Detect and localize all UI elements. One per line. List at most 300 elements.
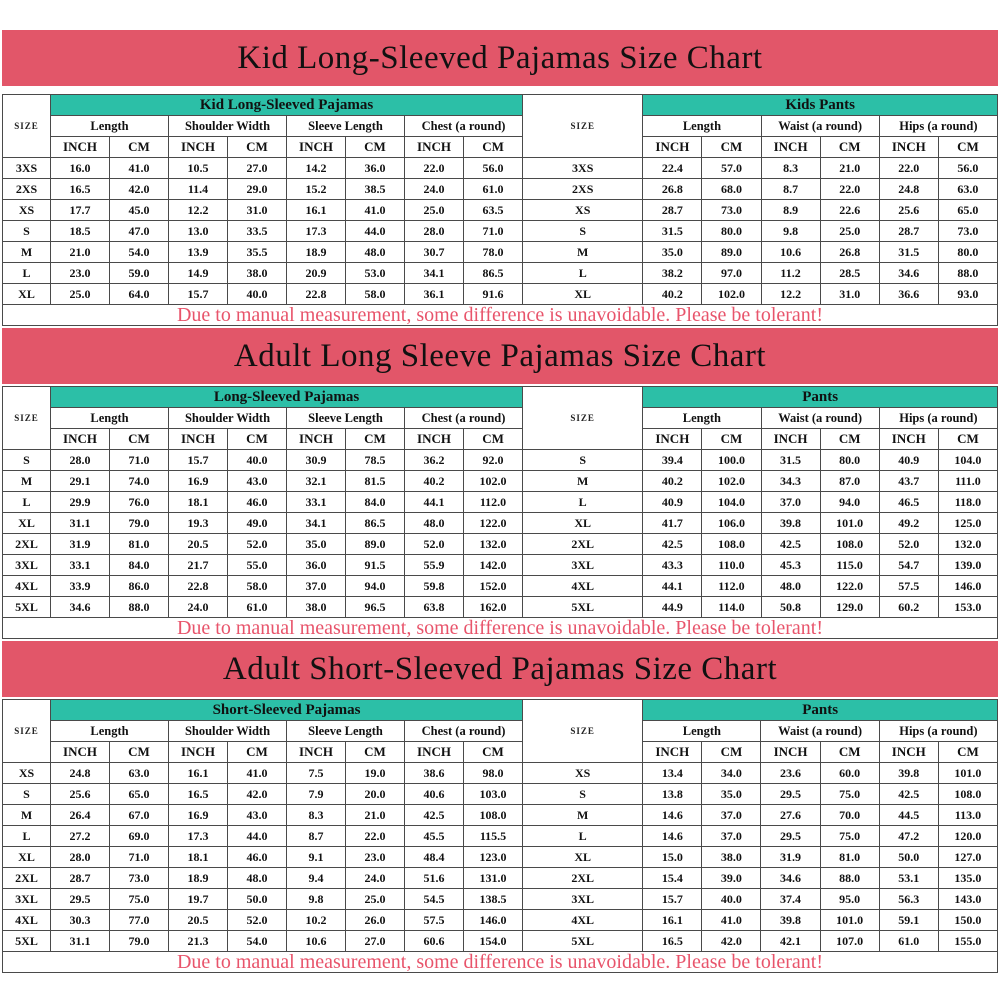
- value-cell: 132.0: [938, 534, 997, 555]
- value-cell: 59.0: [110, 263, 169, 284]
- value-cell: 19.3: [169, 513, 228, 534]
- size-cell: 5XL: [3, 931, 51, 952]
- unit-header: CM: [464, 429, 523, 450]
- value-cell: 113.0: [938, 805, 997, 826]
- value-cell: 25.6: [51, 784, 110, 805]
- value-cell: 71.0: [464, 221, 523, 242]
- size-cell: XS: [523, 763, 643, 784]
- value-cell: 42.5: [405, 805, 464, 826]
- value-cell: 48.0: [228, 868, 287, 889]
- group-header: Length: [643, 116, 761, 137]
- value-cell: 41.0: [346, 200, 405, 221]
- table-row: [523, 826, 998, 847]
- group-header: Waist (a round): [761, 721, 879, 742]
- value-cell: 131.0: [464, 868, 523, 889]
- table-row: [3, 492, 523, 513]
- value-cell: 37.0: [287, 576, 346, 597]
- value-cell: 23.0: [51, 263, 110, 284]
- value-cell: 22.4: [643, 158, 702, 179]
- unit-header: CM: [110, 137, 169, 158]
- value-cell: 36.0: [287, 555, 346, 576]
- value-cell: 123.0: [464, 847, 523, 868]
- value-cell: 76.0: [110, 492, 169, 513]
- group-header: Length: [51, 408, 169, 429]
- value-cell: 41.0: [702, 910, 761, 931]
- unit-header: CM: [464, 742, 523, 763]
- value-cell: 52.0: [879, 534, 938, 555]
- group-header: Sleeve Length: [287, 116, 405, 137]
- value-cell: 38.5: [346, 179, 405, 200]
- value-cell: 51.6: [405, 868, 464, 889]
- size-column-header: SIZE: [3, 95, 51, 158]
- table-row: [523, 597, 998, 618]
- value-cell: 48.0: [346, 242, 405, 263]
- size-column-header: SIZE: [3, 387, 51, 450]
- table-row: [523, 576, 998, 597]
- section-title-banner: [2, 30, 998, 86]
- table-row: [523, 200, 998, 221]
- table-row: [3, 513, 523, 534]
- value-cell: 142.0: [464, 555, 523, 576]
- size-cell: L: [3, 263, 51, 284]
- table-row: [523, 513, 998, 534]
- size-cell: XS: [523, 200, 643, 221]
- size-cell: XS: [3, 763, 51, 784]
- size-cell: L: [523, 263, 643, 284]
- table-title-cell: Pants: [643, 387, 998, 408]
- value-cell: 28.0: [405, 221, 464, 242]
- value-cell: 41.7: [643, 513, 702, 534]
- value-cell: 55.0: [228, 555, 287, 576]
- pajamas-table: [2, 94, 523, 305]
- value-cell: 101.0: [938, 763, 997, 784]
- value-cell: 36.0: [346, 158, 405, 179]
- value-cell: 81.5: [346, 471, 405, 492]
- table-row: [523, 221, 998, 242]
- value-cell: 22.8: [169, 576, 228, 597]
- value-cell: 28.0: [51, 847, 110, 868]
- unit-header: CM: [702, 742, 761, 763]
- value-cell: 29.5: [761, 784, 820, 805]
- value-cell: 26.4: [51, 805, 110, 826]
- value-cell: 10.2: [287, 910, 346, 931]
- value-cell: 26.8: [643, 179, 702, 200]
- value-cell: 17.7: [51, 200, 110, 221]
- size-cell: S: [3, 784, 51, 805]
- value-cell: 58.0: [228, 576, 287, 597]
- value-cell: 13.9: [169, 242, 228, 263]
- value-cell: 48.0: [405, 513, 464, 534]
- value-cell: 88.0: [820, 868, 879, 889]
- table-row: [3, 597, 523, 618]
- value-cell: 23.6: [761, 763, 820, 784]
- value-cell: 129.0: [820, 597, 879, 618]
- value-cell: 100.0: [702, 450, 761, 471]
- value-cell: 21.3: [169, 931, 228, 952]
- value-cell: 92.0: [464, 450, 523, 471]
- table-row: [3, 784, 523, 805]
- table-row: [3, 826, 523, 847]
- value-cell: 15.7: [169, 284, 228, 305]
- value-cell: 146.0: [464, 910, 523, 931]
- value-cell: 19.0: [346, 763, 405, 784]
- value-cell: 39.0: [702, 868, 761, 889]
- value-cell: 33.9: [51, 576, 110, 597]
- value-cell: 77.0: [110, 910, 169, 931]
- value-cell: 31.1: [51, 513, 110, 534]
- value-cell: 15.7: [643, 889, 702, 910]
- value-cell: 94.0: [820, 492, 879, 513]
- size-cell: XL: [3, 513, 51, 534]
- value-cell: 14.6: [643, 826, 702, 847]
- value-cell: 16.1: [287, 200, 346, 221]
- value-cell: 54.5: [405, 889, 464, 910]
- value-cell: 49.2: [879, 513, 938, 534]
- value-cell: 40.9: [879, 450, 938, 471]
- value-cell: 41.0: [110, 158, 169, 179]
- value-cell: 61.0: [879, 931, 938, 952]
- value-cell: 89.0: [702, 242, 761, 263]
- value-cell: 71.0: [110, 847, 169, 868]
- value-cell: 125.0: [938, 513, 997, 534]
- value-cell: 38.6: [405, 763, 464, 784]
- value-cell: 27.6: [761, 805, 820, 826]
- value-cell: 45.3: [761, 555, 820, 576]
- value-cell: 70.0: [820, 805, 879, 826]
- table-row: [3, 158, 523, 179]
- value-cell: 108.0: [702, 534, 761, 555]
- value-cell: 20.5: [169, 534, 228, 555]
- value-cell: 71.0: [110, 450, 169, 471]
- value-cell: 48.4: [405, 847, 464, 868]
- value-cell: 24.0: [405, 179, 464, 200]
- value-cell: 86.5: [464, 263, 523, 284]
- value-cell: 36.2: [405, 450, 464, 471]
- size-cell: 5XL: [523, 931, 643, 952]
- value-cell: 42.5: [879, 784, 938, 805]
- unit-header: INCH: [879, 137, 938, 158]
- value-cell: 47.2: [879, 826, 938, 847]
- value-cell: 42.1: [761, 931, 820, 952]
- value-cell: 21.7: [169, 555, 228, 576]
- value-cell: 74.0: [110, 471, 169, 492]
- value-cell: 22.0: [405, 158, 464, 179]
- value-cell: 21.0: [820, 158, 879, 179]
- value-cell: 31.5: [761, 450, 820, 471]
- size-cell: 2XL: [523, 868, 643, 889]
- section-tables: [2, 386, 998, 618]
- table-row: [3, 763, 523, 784]
- unit-header: CM: [228, 429, 287, 450]
- value-cell: 27.0: [346, 931, 405, 952]
- unit-header: CM: [820, 137, 879, 158]
- value-cell: 48.0: [761, 576, 820, 597]
- unit-header: INCH: [879, 742, 938, 763]
- unit-header: INCH: [405, 742, 464, 763]
- table-title-cell: Kids Pants: [643, 95, 998, 116]
- table-row: [3, 868, 523, 889]
- group-header: Hips (a round): [879, 116, 997, 137]
- value-cell: 87.0: [820, 471, 879, 492]
- value-cell: 108.0: [820, 534, 879, 555]
- unit-header: INCH: [51, 429, 110, 450]
- value-cell: 43.0: [228, 805, 287, 826]
- value-cell: 23.0: [346, 847, 405, 868]
- size-cell: 2XL: [3, 534, 51, 555]
- table-row: [523, 492, 998, 513]
- section-title-banner: [2, 328, 998, 384]
- size-cell: M: [3, 471, 51, 492]
- value-cell: 24.0: [346, 868, 405, 889]
- value-cell: 38.0: [228, 263, 287, 284]
- value-cell: 34.1: [287, 513, 346, 534]
- value-cell: 25.0: [405, 200, 464, 221]
- section-title: Kid Long-Sleeved Pajamas Size Chart: [237, 39, 763, 76]
- value-cell: 122.0: [464, 513, 523, 534]
- value-cell: 81.0: [110, 534, 169, 555]
- group-header: Length: [643, 721, 761, 742]
- value-cell: 57.5: [405, 910, 464, 931]
- value-cell: 21.0: [346, 805, 405, 826]
- value-cell: 45.5: [405, 826, 464, 847]
- size-cell: 3XS: [523, 158, 643, 179]
- value-cell: 57.0: [702, 158, 761, 179]
- table-row: [3, 200, 523, 221]
- value-cell: 22.0: [879, 158, 938, 179]
- table-row: [523, 868, 998, 889]
- value-cell: 29.9: [51, 492, 110, 513]
- group-header: Length: [51, 721, 169, 742]
- value-cell: 39.8: [879, 763, 938, 784]
- value-cell: 52.0: [405, 534, 464, 555]
- value-cell: 108.0: [464, 805, 523, 826]
- value-cell: 138.5: [464, 889, 523, 910]
- size-column-header: SIZE: [3, 700, 51, 763]
- value-cell: 52.0: [228, 534, 287, 555]
- value-cell: 35.0: [287, 534, 346, 555]
- table-row: [523, 242, 998, 263]
- value-cell: 8.9: [761, 200, 820, 221]
- value-cell: 56.0: [464, 158, 523, 179]
- size-cell: 4XL: [3, 910, 51, 931]
- value-cell: 34.6: [879, 263, 938, 284]
- size-cell: 2XS: [523, 179, 643, 200]
- group-header: Hips (a round): [879, 721, 997, 742]
- value-cell: 56.3: [879, 889, 938, 910]
- unit-header: INCH: [761, 742, 820, 763]
- value-cell: 13.4: [643, 763, 702, 784]
- value-cell: 42.5: [761, 534, 820, 555]
- value-cell: 86.0: [110, 576, 169, 597]
- value-cell: 8.3: [761, 158, 820, 179]
- section-title: Adult Long Sleeve Pajamas Size Chart: [233, 337, 767, 374]
- size-cell: 3XL: [523, 555, 643, 576]
- value-cell: 107.0: [820, 931, 879, 952]
- size-cell: 3XS: [3, 158, 51, 179]
- size-cell: 2XS: [3, 179, 51, 200]
- value-cell: 18.9: [287, 242, 346, 263]
- size-cell: M: [3, 805, 51, 826]
- value-cell: 13.0: [169, 221, 228, 242]
- value-cell: 86.5: [346, 513, 405, 534]
- value-cell: 56.0: [938, 158, 997, 179]
- value-cell: 13.8: [643, 784, 702, 805]
- value-cell: 31.0: [228, 200, 287, 221]
- unit-header: CM: [702, 137, 761, 158]
- size-cell: XL: [3, 847, 51, 868]
- pajamas-table: [2, 386, 523, 618]
- table-row: [3, 576, 523, 597]
- table-row: [3, 534, 523, 555]
- size-cell: 4XL: [3, 576, 51, 597]
- unit-header: INCH: [51, 742, 110, 763]
- value-cell: 91.6: [464, 284, 523, 305]
- value-cell: 32.1: [287, 471, 346, 492]
- size-cell: XL: [3, 284, 51, 305]
- value-cell: 50.0: [228, 889, 287, 910]
- value-cell: 75.0: [820, 826, 879, 847]
- value-cell: 115.0: [820, 555, 879, 576]
- value-cell: 29.5: [761, 826, 820, 847]
- value-cell: 35.5: [228, 242, 287, 263]
- value-cell: 29.0: [228, 179, 287, 200]
- value-cell: 63.0: [110, 763, 169, 784]
- unit-header: CM: [464, 137, 523, 158]
- value-cell: 39.8: [761, 910, 820, 931]
- value-cell: 104.0: [702, 492, 761, 513]
- table-row: [523, 889, 998, 910]
- value-cell: 17.3: [287, 221, 346, 242]
- unit-header: CM: [228, 137, 287, 158]
- table-row: [3, 555, 523, 576]
- value-cell: 17.3: [169, 826, 228, 847]
- value-cell: 61.0: [228, 597, 287, 618]
- value-cell: 101.0: [820, 513, 879, 534]
- value-cell: 102.0: [702, 471, 761, 492]
- group-header: Length: [51, 116, 169, 137]
- value-cell: 127.0: [938, 847, 997, 868]
- value-cell: 26.0: [346, 910, 405, 931]
- value-cell: 36.6: [879, 284, 938, 305]
- size-cell: S: [523, 784, 643, 805]
- value-cell: 18.5: [51, 221, 110, 242]
- table-row: [523, 931, 998, 952]
- value-cell: 84.0: [110, 555, 169, 576]
- table-row: [523, 847, 998, 868]
- value-cell: 31.1: [51, 931, 110, 952]
- size-cell: XL: [523, 284, 643, 305]
- value-cell: 18.9: [169, 868, 228, 889]
- value-cell: 10.6: [761, 242, 820, 263]
- size-cell: M: [523, 805, 643, 826]
- section-title: Adult Short-Sleeved Pajamas Size Chart: [222, 650, 778, 687]
- value-cell: 54.7: [879, 555, 938, 576]
- value-cell: 94.0: [346, 576, 405, 597]
- table-row: [523, 763, 998, 784]
- value-cell: 12.2: [761, 284, 820, 305]
- value-cell: 11.2: [761, 263, 820, 284]
- unit-header: INCH: [405, 137, 464, 158]
- table-row: [523, 263, 998, 284]
- value-cell: 47.0: [110, 221, 169, 242]
- group-header: Sleeve Length: [287, 408, 405, 429]
- table-row: [3, 242, 523, 263]
- unit-header: INCH: [169, 742, 228, 763]
- value-cell: 38.0: [702, 847, 761, 868]
- value-cell: 45.0: [110, 200, 169, 221]
- value-cell: 40.2: [643, 471, 702, 492]
- value-cell: 18.1: [169, 847, 228, 868]
- value-cell: 9.4: [287, 868, 346, 889]
- value-cell: 40.9: [643, 492, 702, 513]
- value-cell: 68.0: [702, 179, 761, 200]
- value-cell: 46.0: [228, 847, 287, 868]
- value-cell: 25.0: [820, 221, 879, 242]
- value-cell: 63.8: [405, 597, 464, 618]
- value-cell: 57.5: [879, 576, 938, 597]
- size-cell: L: [523, 826, 643, 847]
- value-cell: 95.0: [820, 889, 879, 910]
- value-cell: 63.0: [938, 179, 997, 200]
- value-cell: 12.2: [169, 200, 228, 221]
- pants-table: [522, 699, 998, 952]
- value-cell: 10.5: [169, 158, 228, 179]
- value-cell: 42.0: [702, 931, 761, 952]
- table-row: [3, 450, 523, 471]
- unit-header: CM: [820, 742, 879, 763]
- pants-table: [522, 94, 998, 305]
- value-cell: 31.5: [879, 242, 938, 263]
- group-header: Chest (a round): [405, 116, 523, 137]
- value-cell: 30.9: [287, 450, 346, 471]
- value-cell: 15.2: [287, 179, 346, 200]
- value-cell: 37.0: [761, 492, 820, 513]
- unit-header: CM: [228, 742, 287, 763]
- value-cell: 19.7: [169, 889, 228, 910]
- value-cell: 64.0: [110, 284, 169, 305]
- value-cell: 63.5: [464, 200, 523, 221]
- value-cell: 53.0: [346, 263, 405, 284]
- table-row: [523, 910, 998, 931]
- unit-header: INCH: [643, 137, 702, 158]
- table-title-cell: Pants: [643, 700, 998, 721]
- unit-header: INCH: [51, 137, 110, 158]
- table-title-cell: Short-Sleeved Pajamas: [51, 700, 523, 721]
- value-cell: 58.0: [346, 284, 405, 305]
- unit-header: CM: [938, 742, 997, 763]
- value-cell: 150.0: [938, 910, 997, 931]
- value-cell: 7.5: [287, 763, 346, 784]
- value-cell: 43.0: [228, 471, 287, 492]
- group-header: Sleeve Length: [287, 721, 405, 742]
- value-cell: 46.5: [879, 492, 938, 513]
- value-cell: 54.0: [110, 242, 169, 263]
- value-cell: 78.0: [464, 242, 523, 263]
- value-cell: 41.0: [228, 763, 287, 784]
- value-cell: 84.0: [346, 492, 405, 513]
- size-cell: S: [3, 450, 51, 471]
- value-cell: 75.0: [110, 889, 169, 910]
- size-cell: 2XL: [523, 534, 643, 555]
- size-column-header: SIZE: [523, 700, 643, 763]
- value-cell: 54.0: [228, 931, 287, 952]
- value-cell: 112.0: [464, 492, 523, 513]
- size-cell: 3XL: [523, 889, 643, 910]
- table-row: [523, 534, 998, 555]
- value-cell: 115.5: [464, 826, 523, 847]
- size-cell: 5XL: [523, 597, 643, 618]
- value-cell: 22.6: [820, 200, 879, 221]
